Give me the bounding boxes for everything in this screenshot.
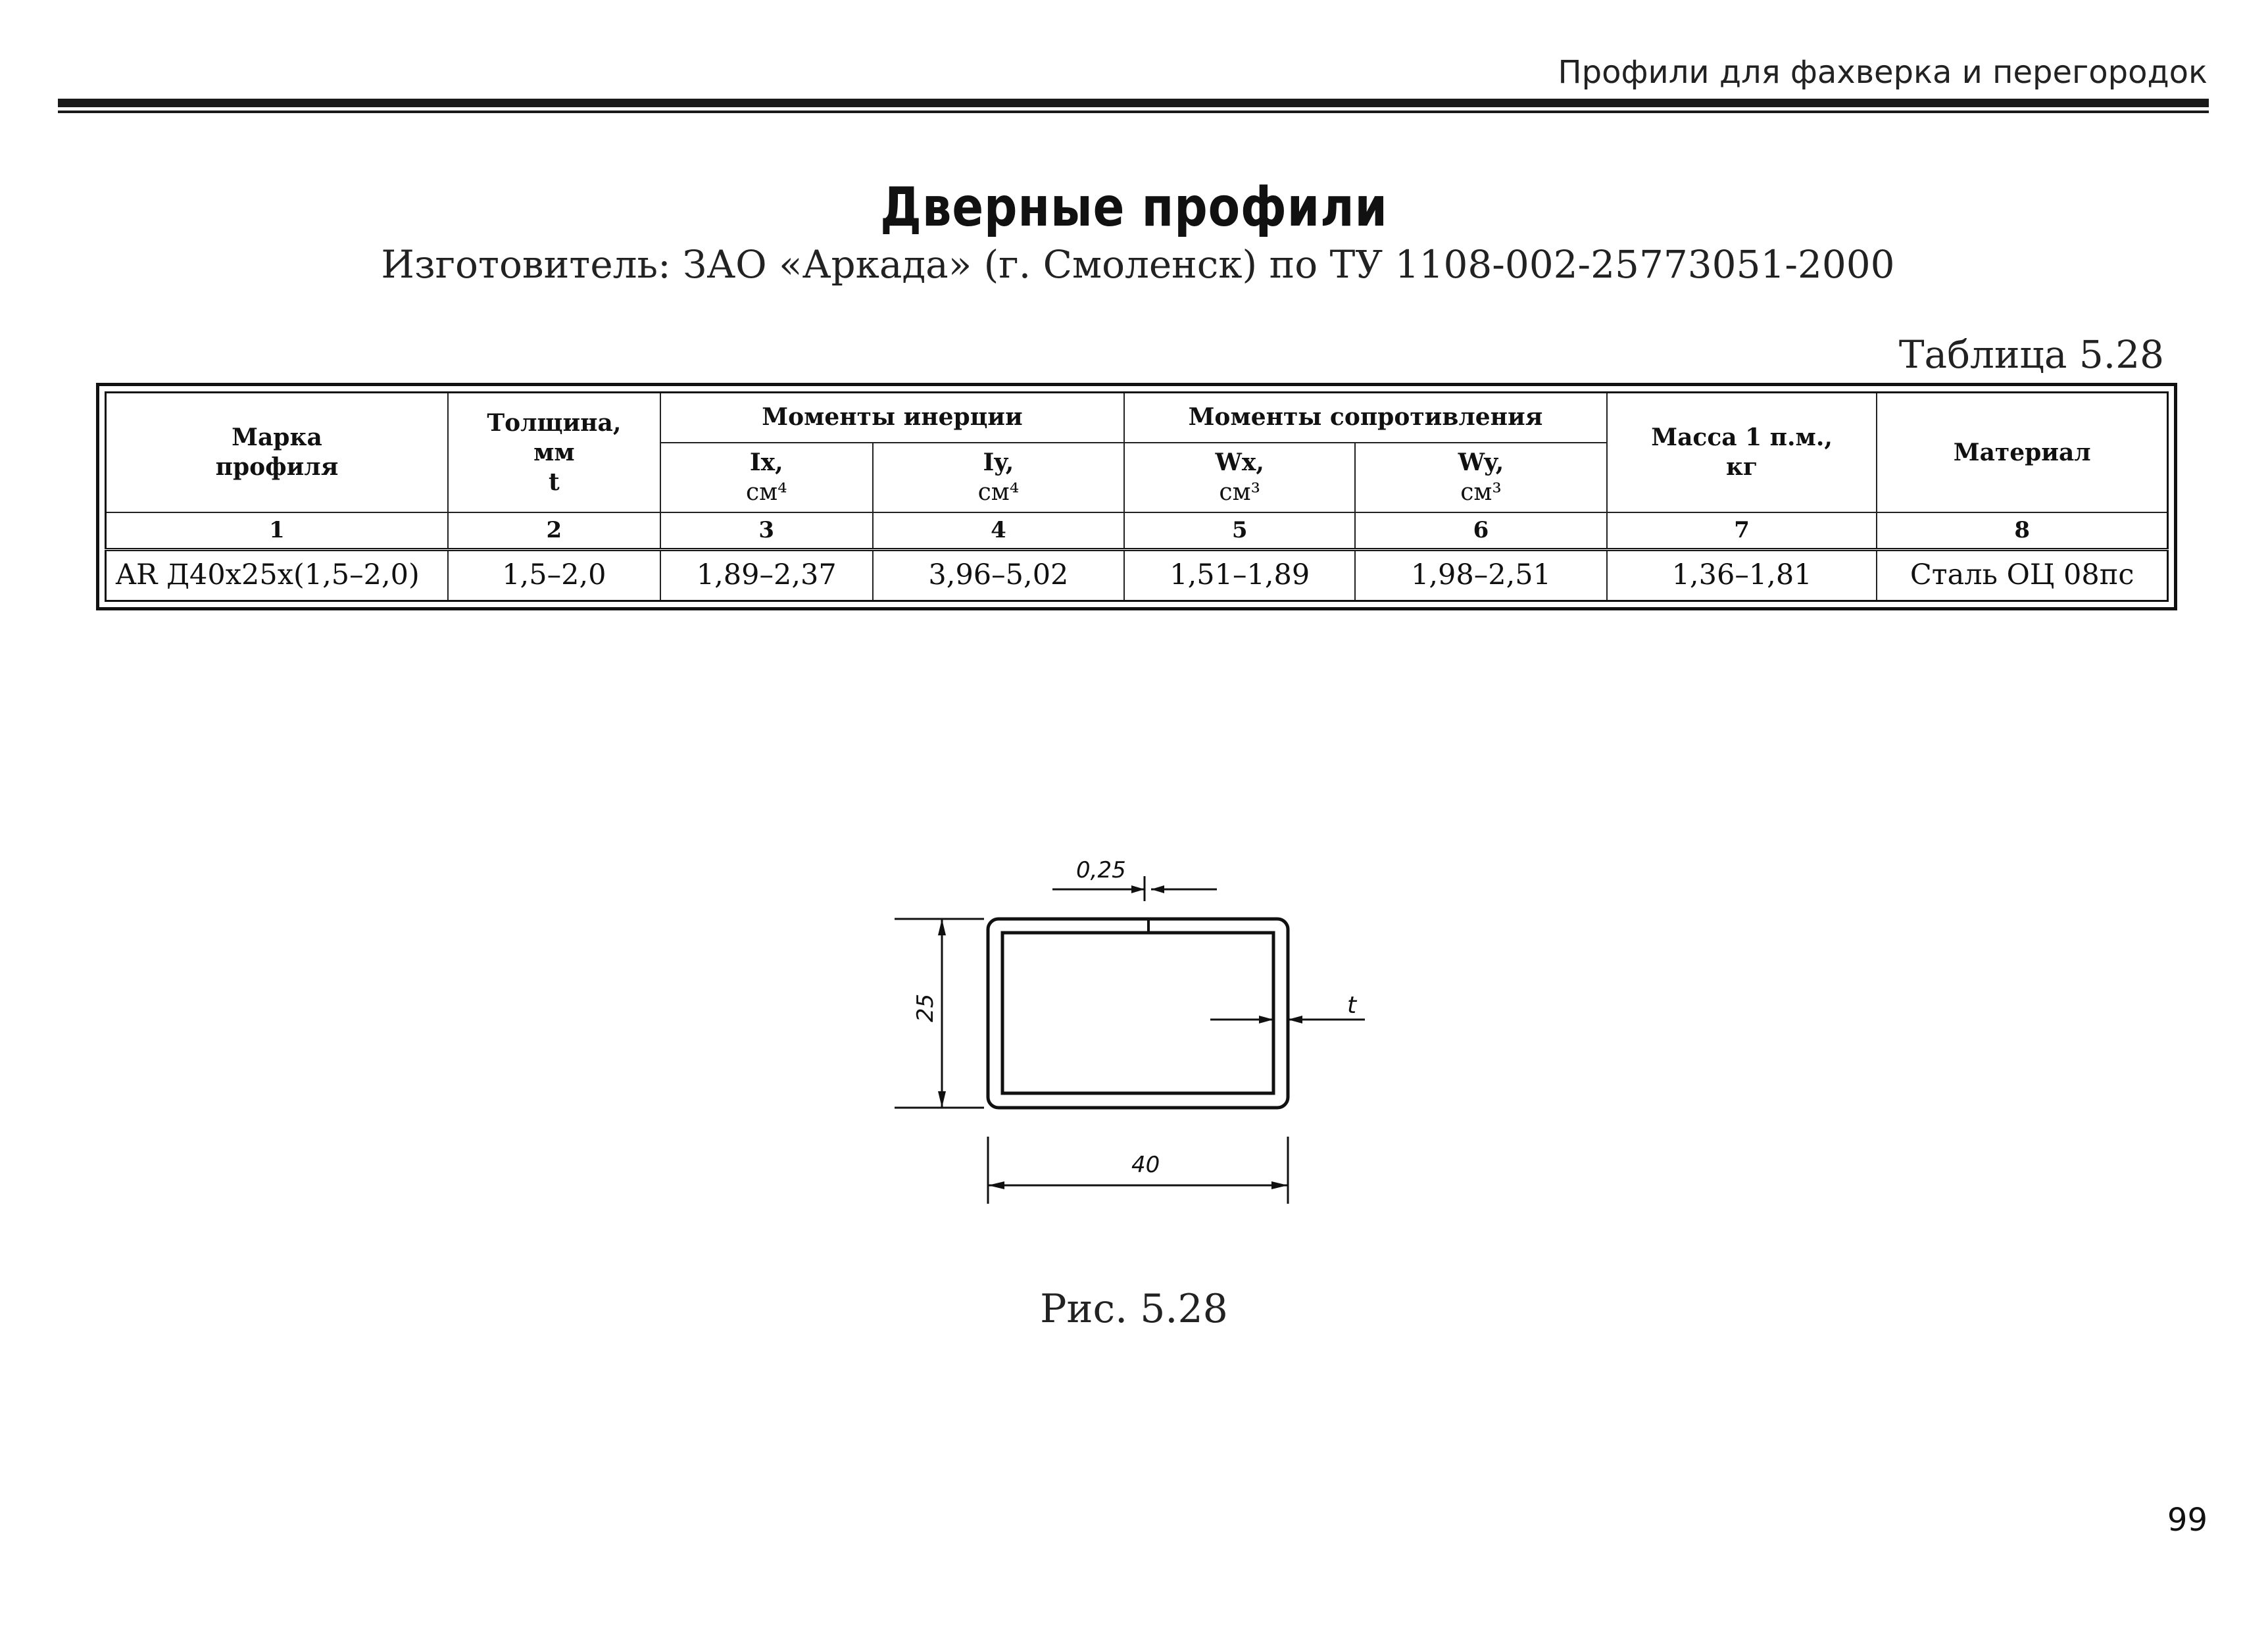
- header-ix-unit: см⁴: [745, 479, 787, 506]
- cell-ix: 1,89–2,37: [660, 549, 873, 601]
- wall-dim-arrow-right: [1151, 885, 1164, 893]
- width-dim-arrow-right: [1271, 1181, 1288, 1189]
- column-number-row: [106, 512, 2168, 549]
- profile-inner-contour: [1002, 933, 1273, 1093]
- figure-caption: Рис. 5.28: [1040, 1286, 1228, 1332]
- thickness-arrow-right: [1288, 1016, 1302, 1024]
- page-number: 99: [2167, 1502, 2207, 1539]
- header-iy-unit: см⁴: [977, 479, 1020, 506]
- header-rule-thick: [58, 99, 2209, 107]
- manufacturer-subtitle: Изготовитель: ЗАО «Аркада» (г. Смоленск) по ТУ 1108-002-25773051-2000: [381, 242, 1895, 287]
- header-mark: Марка профиля: [106, 393, 448, 513]
- height-dim-label: 25: [912, 993, 939, 1022]
- column-number: 8: [1877, 512, 2167, 549]
- column-number: 1: [106, 512, 448, 549]
- header-wx-unit: см³: [1219, 479, 1261, 506]
- height-dim-arrow-top: [938, 919, 946, 935]
- wall-dim-label: 0,25: [1076, 857, 1126, 883]
- column-number: 5: [1124, 512, 1355, 549]
- column-number: 7: [1607, 512, 1877, 549]
- table-frame: [96, 383, 2177, 610]
- profile-outer-contour: [988, 919, 1288, 1108]
- header-mass: Масса 1 п.м., кг: [1607, 393, 1877, 513]
- header-ix-label: Ix,: [749, 449, 783, 477]
- header-wx-label: Wx,: [1215, 449, 1264, 477]
- table-caption: Таблица 5.28: [1898, 332, 2164, 377]
- cell-wx: 1,51–1,89: [1124, 549, 1355, 601]
- header-wy-label: Wy,: [1458, 449, 1504, 477]
- header-iy-label: Iy,: [983, 449, 1014, 477]
- cell-iy: 3,96–5,02: [873, 549, 1124, 601]
- header-thickness: Толщина, мм t: [448, 393, 660, 513]
- cell-thickness: 1,5–2,0: [448, 549, 660, 601]
- cell-material: Сталь ОЦ 08пс: [1877, 549, 2167, 601]
- header-material: Материал: [1877, 393, 2167, 513]
- header-rule-thin: [58, 111, 2209, 113]
- height-dim-arrow-bottom: [938, 1091, 946, 1108]
- cell-mark: AR Д40x25x(1,5–2,0): [106, 549, 448, 601]
- header-wy-unit: см³: [1460, 479, 1502, 506]
- wall-dim-arrow-left: [1131, 885, 1145, 893]
- column-number: 3: [660, 512, 873, 549]
- thickness-label: t: [1347, 992, 1357, 1019]
- table-row: [106, 549, 2168, 601]
- column-number: 4: [873, 512, 1124, 549]
- running-header: Профили для фахверка и перегородок: [1558, 54, 2207, 91]
- cell-mass: 1,36–1,81: [1607, 549, 1877, 601]
- page-title: Дверные профили: [880, 176, 1388, 239]
- header-wy: [1355, 443, 1606, 513]
- width-dim-arrow-left: [988, 1181, 1004, 1189]
- thickness-arrow-left: [1259, 1016, 1273, 1024]
- column-number: 6: [1355, 512, 1606, 549]
- cell-wy: 1,98–2,51: [1355, 549, 1606, 601]
- header-iy: [873, 443, 1124, 513]
- header-wx: [1124, 443, 1355, 513]
- header-ix: [660, 443, 873, 513]
- width-dim-label: 40: [1131, 1152, 1160, 1178]
- column-number: 2: [448, 512, 660, 549]
- profiles-table: [105, 391, 2169, 602]
- header-resistance-group: Моменты сопротивления: [1124, 393, 1607, 443]
- header-inertia-group: Моменты инерции: [660, 393, 1124, 443]
- profile-drawing: [855, 835, 1414, 1217]
